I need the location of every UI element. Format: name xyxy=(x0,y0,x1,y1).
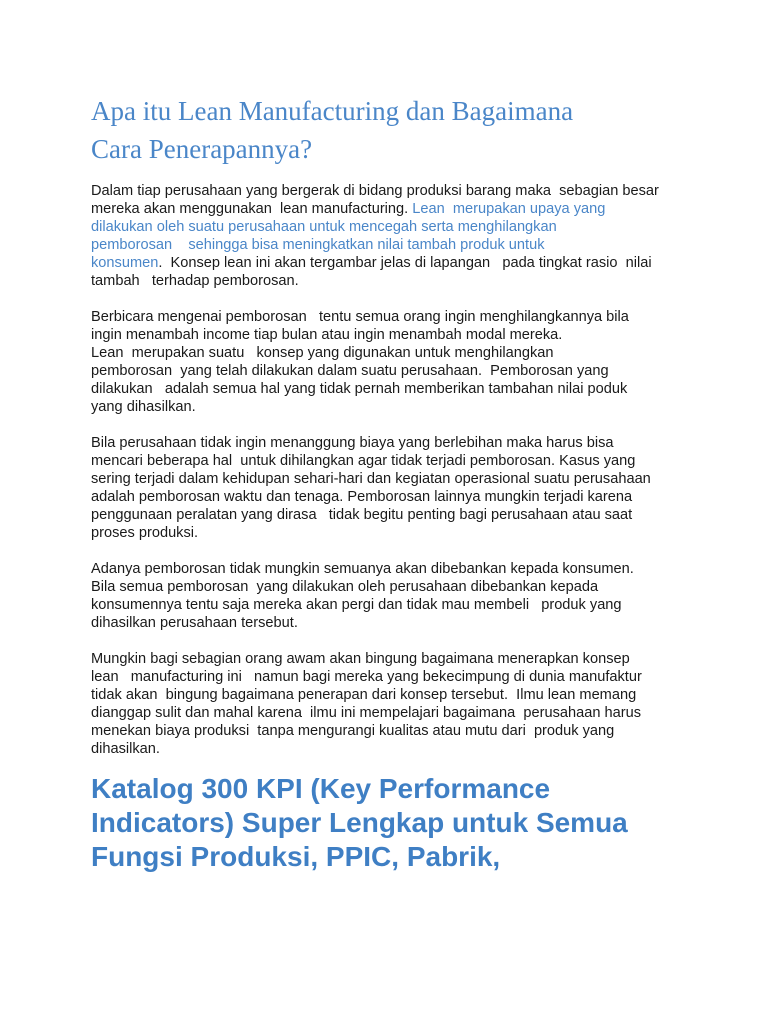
text-span: sering terjadi dalam kehidupan sehari-hari dan kegiatan operasional suatu perusahaan xyxy=(91,471,651,487)
text-span: tambah terhadap pemborosan. xyxy=(91,273,299,289)
paragraph-line xyxy=(91,686,636,704)
paragraph-line xyxy=(91,524,198,542)
title-line: Cara Penerapannya? xyxy=(91,134,313,164)
text-span: proses produksi. xyxy=(91,525,199,541)
paragraph-line xyxy=(91,236,545,254)
inline-link[interactable]: konsumen xyxy=(91,255,159,271)
paragraph-line xyxy=(91,596,622,614)
promo-heading-line: Indicators) Super Lengkap untuk Semua xyxy=(91,807,628,838)
text-span: Bila semua pemborosan yang dilakukan oleh perusahaan dibebankan kepada xyxy=(91,579,599,595)
paragraph-line xyxy=(91,434,614,452)
text-span: Mungkin bagi sebagian orang awam akan bingung bagaimana menerapkan konsep xyxy=(91,651,630,667)
paragraph-line xyxy=(91,506,632,524)
text-span: penggunaan peralatan yang dirasa tidak begitu penting bagi perusahaan atau saat xyxy=(91,507,633,523)
promo-heading-line: Katalog 300 KPI (Key Performance xyxy=(91,773,551,804)
paragraph-line xyxy=(91,704,641,722)
text-span: yang dihasilkan. xyxy=(91,399,196,415)
paragraph-line xyxy=(91,362,609,380)
paragraph-line xyxy=(91,200,605,218)
paragraph-line xyxy=(91,452,635,470)
text-span: menekan biaya produksi tanpa mengurangi kualitas atau mutu dari produk yang xyxy=(91,723,615,739)
text-span: mencari beberapa hal untuk dihilangkan agar tidak terjadi pemborosan. Kasus yang xyxy=(91,453,636,469)
paragraph-line xyxy=(91,182,659,200)
text-span: . Konsep lean ini akan tergambar jelas di lapangan pada tingkat rasio nilai xyxy=(158,255,652,271)
text-span: Lean merupakan suatu konsep yang digunakan untuk menghilangkan xyxy=(91,345,554,361)
text-span: adalah pemborosan waktu dan tenaga. Pemborosan lainnya mungkin terjadi karena xyxy=(91,489,633,505)
promo-heading[interactable] xyxy=(91,772,711,874)
text-span: lean manufacturing ini namun bagi mereka yang bekecimpung di dunia manufaktur xyxy=(91,669,642,685)
text-span: dianggap sulit dan mahal karena ilmu ini mempelajari bagaimana perusahaan harus xyxy=(91,705,642,721)
paragraph-line xyxy=(91,326,562,344)
inline-link[interactable]: Lean merupakan upaya yang xyxy=(412,201,606,217)
paragraph-line xyxy=(91,578,598,596)
page-title xyxy=(91,92,711,168)
text-span: Berbicara mengenai pemborosan tentu semua orang ingin menghilangkannya bila xyxy=(91,309,629,325)
paragraph-line xyxy=(91,218,557,236)
paragraph-line xyxy=(91,272,299,290)
paragraph-line xyxy=(91,560,634,578)
text-span: Bila perusahaan tidak ingin menanggung biaya yang berlebihan maka harus bisa xyxy=(91,435,614,451)
paragraph-line xyxy=(91,488,632,506)
paragraph-line xyxy=(91,380,627,398)
paragraph-line xyxy=(91,668,642,686)
promo-heading-line: Fungsi Produksi, PPIC, Pabrik, xyxy=(91,841,501,872)
inline-link[interactable]: dilakukan oleh suatu perusahaan untuk mencegah serta menghilangkan xyxy=(91,219,557,235)
paragraph-line xyxy=(91,614,298,632)
paragraph-line xyxy=(91,650,630,668)
text-span: konsumennya tentu saja mereka akan pergi dan tidak mau membeli produk yang xyxy=(91,597,622,613)
paragraph-line xyxy=(91,722,614,740)
text-span: dihasilkan perusahaan tersebut. xyxy=(91,615,298,631)
text-span: Dalam tiap perusahaan yang bergerak di bidang produksi barang maka sebagian besar xyxy=(91,183,659,199)
text-span: dilakukan adalah semua hal yang tidak pernah memberikan tambahan nilai poduk xyxy=(91,381,628,397)
text-span: ingin menambah income tiap bulan atau ingin menambah modal mereka. xyxy=(91,327,563,343)
text-span: Adanya pemborosan tidak mungkin semuanya akan dibebankan kepada konsumen. xyxy=(91,561,634,577)
text-span: pemborosan yang telah dilakukan dalam suatu perusahaan. Pemborosan yang xyxy=(91,363,609,379)
paragraph-line xyxy=(91,740,160,758)
inline-link[interactable]: pemborosan sehingga bisa meningkatkan nilai tambah produk untuk xyxy=(91,237,545,253)
paragraph-line xyxy=(91,254,652,272)
text-span: mereka akan menggunakan lean manufacturing. xyxy=(91,201,413,217)
text-span: tidak akan bingung bagaimana penerapan dari konsep tersebut. Ilmu lean memang xyxy=(91,687,637,703)
paragraph-line xyxy=(91,398,196,416)
paragraph-line xyxy=(91,470,651,488)
paragraph-line xyxy=(91,344,553,362)
paragraph-line xyxy=(91,308,629,326)
title-line: Apa itu Lean Manufacturing dan Bagaimana xyxy=(91,96,574,126)
text-span: dihasilkan. xyxy=(91,741,160,757)
